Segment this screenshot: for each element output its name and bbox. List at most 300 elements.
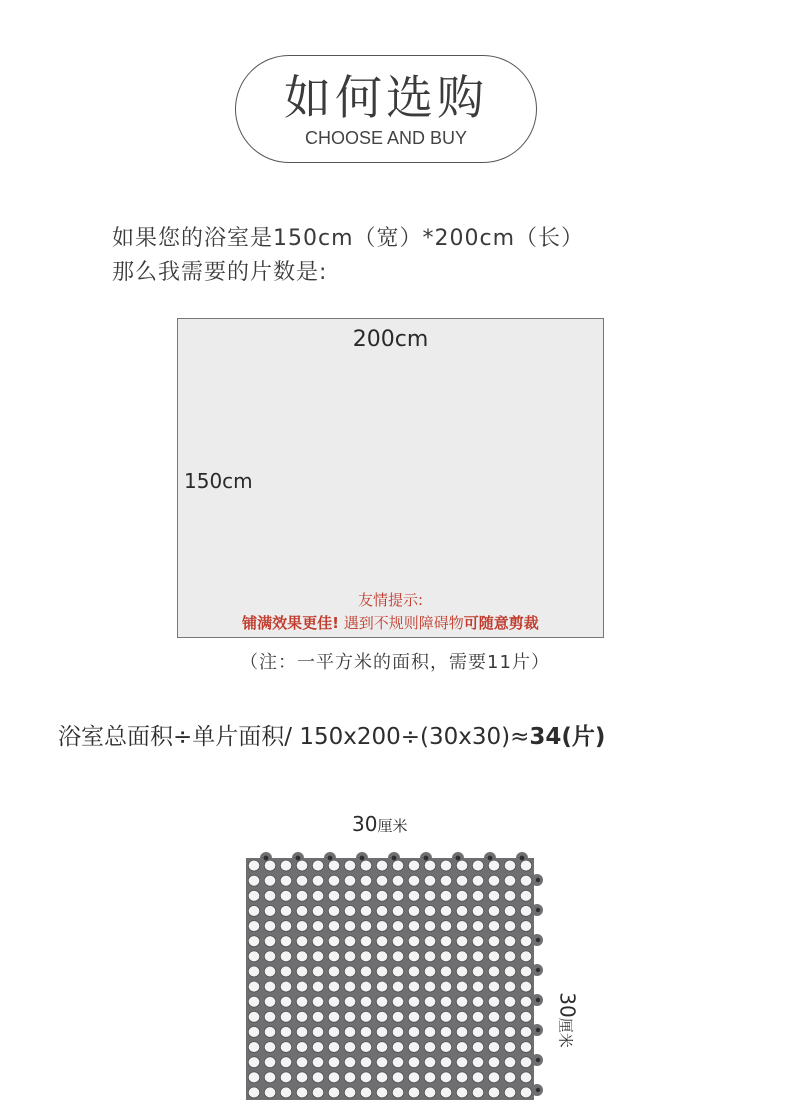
mat-hole xyxy=(312,921,324,932)
mat-hole xyxy=(344,921,356,932)
mat-hole xyxy=(376,1087,388,1098)
tile-height-label xyxy=(556,992,580,1047)
mat-hole xyxy=(344,951,356,962)
mat-hole xyxy=(296,936,308,947)
mat-hole xyxy=(440,951,452,962)
mat-hole xyxy=(248,951,260,962)
mat-hole xyxy=(456,996,468,1007)
mat-hole xyxy=(360,1026,372,1037)
mat-hole xyxy=(392,1011,404,1022)
mat-side-connector-hole xyxy=(536,938,540,942)
mat-hole xyxy=(504,981,516,992)
mat-hole xyxy=(296,1087,308,1098)
mat-hole xyxy=(248,890,260,901)
mat-hole xyxy=(248,1072,260,1083)
intro-line-2: 那么我需要的片数是: xyxy=(112,260,328,285)
mat-hole xyxy=(488,1011,500,1022)
mat-hole xyxy=(280,966,292,977)
mat-hole xyxy=(488,1072,500,1083)
mat-hole xyxy=(472,1011,484,1022)
mat-hole xyxy=(312,1057,324,1068)
mat-hole xyxy=(504,1026,516,1037)
mat-hole xyxy=(344,875,356,886)
mat-hole xyxy=(440,1011,452,1022)
mat-hole xyxy=(280,1087,292,1098)
mat-hole xyxy=(312,1072,324,1083)
mat-hole xyxy=(376,1011,388,1022)
mat-hole xyxy=(360,1087,372,1098)
mat-hole xyxy=(376,875,388,886)
mat-hole xyxy=(312,875,324,886)
mat-hole xyxy=(456,981,468,992)
mat-top-connector-hole xyxy=(488,856,493,861)
mat-hole xyxy=(456,875,468,886)
mat-hole xyxy=(456,905,468,916)
mat-side-connector-hole xyxy=(536,1028,540,1032)
mat-hole xyxy=(424,921,436,932)
mat-hole xyxy=(360,860,372,871)
room-width-label: 200cm xyxy=(352,327,429,352)
mat-hole xyxy=(248,936,260,947)
mat-hole xyxy=(264,875,276,886)
mat-hole xyxy=(456,1011,468,1022)
mat-hole xyxy=(472,996,484,1007)
mat-hole xyxy=(312,1011,324,1022)
mat-hole xyxy=(520,936,532,947)
mat-hole xyxy=(440,1026,452,1037)
mat-hole xyxy=(408,860,420,871)
mat-hole xyxy=(456,1072,468,1083)
bathroom-diagram xyxy=(177,318,604,638)
mat-hole xyxy=(440,936,452,947)
mat-hole xyxy=(440,981,452,992)
mat-hole xyxy=(360,890,372,901)
mat-hole xyxy=(312,1087,324,1098)
mat-hole xyxy=(248,981,260,992)
tip-emphasis-cut: 可随意剪裁 xyxy=(463,614,539,632)
mat-hole xyxy=(392,936,404,947)
mat-hole xyxy=(472,860,484,871)
tip-middle: 遇到不规则障碍物 xyxy=(339,614,464,632)
mat-top-connector-hole xyxy=(392,856,397,861)
mat-side-connector-hole xyxy=(536,878,540,882)
mat-hole xyxy=(328,936,340,947)
mat-hole xyxy=(408,1057,420,1068)
mat-hole xyxy=(376,1042,388,1053)
mat-hole xyxy=(520,1087,532,1098)
mat-hole xyxy=(312,905,324,916)
mat-hole xyxy=(328,951,340,962)
mat-hole xyxy=(424,1057,436,1068)
mat-hole xyxy=(392,966,404,977)
mat-hole xyxy=(264,1087,276,1098)
mat-hole xyxy=(360,996,372,1007)
mat-hole xyxy=(296,905,308,916)
mat-hole xyxy=(376,1026,388,1037)
mat-hole xyxy=(408,981,420,992)
mat-hole xyxy=(360,951,372,962)
mat-hole xyxy=(280,921,292,932)
mat-hole xyxy=(504,905,516,916)
mat-hole xyxy=(472,1042,484,1053)
mat-hole xyxy=(248,1011,260,1022)
mat-hole xyxy=(472,981,484,992)
mat-hole xyxy=(440,860,452,871)
mat-hole xyxy=(264,1011,276,1022)
mat-hole xyxy=(296,1072,308,1083)
tile-height-unit: 厘米 xyxy=(556,1017,575,1048)
mat-hole xyxy=(456,1026,468,1037)
mat-hole xyxy=(280,860,292,871)
mat-hole xyxy=(408,921,420,932)
mat-hole xyxy=(488,1026,500,1037)
mat-hole xyxy=(440,905,452,916)
mat-hole xyxy=(392,1057,404,1068)
mat-hole xyxy=(408,1072,420,1083)
mat-hole xyxy=(392,1026,404,1037)
mat-hole xyxy=(248,1057,260,1068)
mat-hole xyxy=(504,1057,516,1068)
mat-hole xyxy=(296,921,308,932)
mat-hole xyxy=(440,1057,452,1068)
mat-hole xyxy=(456,1087,468,1098)
mat-side-connector-hole xyxy=(536,908,540,912)
mat-hole xyxy=(360,875,372,886)
mat-hole xyxy=(520,921,532,932)
mat-hole xyxy=(328,1057,340,1068)
mat-hole xyxy=(520,860,532,871)
tile-width-label xyxy=(352,812,407,836)
mat-hole xyxy=(472,1087,484,1098)
mat-hole xyxy=(376,1057,388,1068)
mat-hole xyxy=(280,890,292,901)
mat-hole xyxy=(360,1011,372,1022)
mat-hole xyxy=(248,1026,260,1037)
mat-hole xyxy=(440,1087,452,1098)
mat-top-connector-hole xyxy=(424,856,429,861)
mat-hole xyxy=(504,875,516,886)
mat-top-connector-hole xyxy=(264,856,269,861)
mat-hole xyxy=(408,1011,420,1022)
mat-hole xyxy=(440,1072,452,1083)
room-height-label: 150cm xyxy=(184,469,253,493)
mat-hole xyxy=(344,860,356,871)
mat-hole xyxy=(280,1026,292,1037)
mat-hole xyxy=(312,860,324,871)
mat-hole xyxy=(296,1042,308,1053)
mat-hole xyxy=(344,996,356,1007)
mat-hole xyxy=(488,966,500,977)
mat-hole xyxy=(280,1072,292,1083)
mat-hole xyxy=(360,936,372,947)
mat-hole xyxy=(456,890,468,901)
mat-hole xyxy=(280,875,292,886)
mat-hole xyxy=(264,860,276,871)
mat-top-connector-hole xyxy=(456,856,461,861)
mat-hole xyxy=(424,1072,436,1083)
mat-hole xyxy=(296,981,308,992)
mat-hole xyxy=(472,1057,484,1068)
mat-hole xyxy=(456,1057,468,1068)
mat-hole xyxy=(296,860,308,871)
mat-hole xyxy=(344,1087,356,1098)
mat-hole xyxy=(424,951,436,962)
mat-hole xyxy=(408,1087,420,1098)
mat-hole xyxy=(504,1087,516,1098)
mat-hole xyxy=(376,1072,388,1083)
mat-side-connector-hole xyxy=(536,1088,540,1092)
mat-hole xyxy=(280,951,292,962)
mat-hole xyxy=(328,966,340,977)
mat-hole xyxy=(264,905,276,916)
mat-side-connector-hole xyxy=(536,968,540,972)
mat-hole xyxy=(312,951,324,962)
mat-hole xyxy=(472,921,484,932)
mat-hole xyxy=(328,996,340,1007)
mat-hole xyxy=(456,860,468,871)
mat-hole xyxy=(296,951,308,962)
mat-hole xyxy=(392,996,404,1007)
mat-hole xyxy=(248,905,260,916)
mat-hole xyxy=(248,921,260,932)
mat-hole xyxy=(344,1026,356,1037)
mat-hole xyxy=(504,860,516,871)
mat-hole xyxy=(312,1026,324,1037)
mat-hole xyxy=(520,981,532,992)
mat-hole xyxy=(264,921,276,932)
mat-hole xyxy=(360,981,372,992)
mat-hole xyxy=(392,981,404,992)
mat-hole xyxy=(520,1011,532,1022)
mat-hole xyxy=(392,1042,404,1053)
mat-hole xyxy=(472,875,484,886)
mat-hole xyxy=(376,921,388,932)
mat-hole xyxy=(440,890,452,901)
mat-side-connector-hole xyxy=(536,1058,540,1062)
mat-hole xyxy=(424,875,436,886)
mat-hole xyxy=(280,996,292,1007)
tip-text xyxy=(178,612,603,633)
formula-result: 34(片) xyxy=(529,724,606,750)
mat-hole xyxy=(408,1042,420,1053)
mat-hole xyxy=(424,936,436,947)
mat-hole xyxy=(312,936,324,947)
mat-hole xyxy=(504,966,516,977)
mat-hole xyxy=(264,951,276,962)
mat-hole xyxy=(488,1042,500,1053)
mat-hole xyxy=(264,966,276,977)
mat-hole xyxy=(504,890,516,901)
mat-hole xyxy=(344,1011,356,1022)
mat-hole xyxy=(520,1042,532,1053)
mat-hole xyxy=(392,921,404,932)
mat-hole xyxy=(520,875,532,886)
mat-hole xyxy=(360,1072,372,1083)
mat-hole xyxy=(488,936,500,947)
mat-hole xyxy=(296,1011,308,1022)
mat-hole xyxy=(344,966,356,977)
mat-hole xyxy=(392,890,404,901)
mat-hole xyxy=(376,936,388,947)
mat-hole xyxy=(424,1087,436,1098)
mat-hole xyxy=(280,905,292,916)
mat-top-connector-hole xyxy=(360,856,365,861)
mat-hole xyxy=(248,1042,260,1053)
mat-hole xyxy=(440,921,452,932)
mat-hole xyxy=(520,890,532,901)
mat-hole xyxy=(264,936,276,947)
mat-hole xyxy=(312,996,324,1007)
mat-hole xyxy=(472,936,484,947)
mat-hole xyxy=(520,966,532,977)
mat-hole xyxy=(424,1011,436,1022)
mat-hole xyxy=(296,1057,308,1068)
tile-width-unit: 厘米 xyxy=(377,817,408,835)
mat-hole xyxy=(424,996,436,1007)
mat-hole xyxy=(408,951,420,962)
tip-title: 友情提示: xyxy=(357,591,424,609)
mat-hole xyxy=(344,890,356,901)
mat-hole xyxy=(520,1072,532,1083)
mat-hole xyxy=(360,905,372,916)
section-title-badge xyxy=(235,55,537,163)
mat-hole xyxy=(440,966,452,977)
mat-hole xyxy=(504,1042,516,1053)
mat-hole xyxy=(328,1011,340,1022)
mat-hole xyxy=(456,936,468,947)
mat-hole xyxy=(408,996,420,1007)
mat-hole xyxy=(392,951,404,962)
mat-hole xyxy=(344,905,356,916)
mat-hole xyxy=(360,921,372,932)
mat-hole xyxy=(504,1072,516,1083)
mat-hole xyxy=(248,996,260,1007)
mat-hole xyxy=(376,981,388,992)
mat-hole xyxy=(504,951,516,962)
mat-hole xyxy=(312,1042,324,1053)
mat-hole xyxy=(520,1057,532,1068)
tile-width-number: 30 xyxy=(352,812,378,836)
mat-hole xyxy=(296,1026,308,1037)
tile-height-number: 30 xyxy=(555,992,580,1018)
mat-side-connector-hole xyxy=(536,998,540,1002)
mat-hole xyxy=(488,951,500,962)
mat-hole xyxy=(328,1042,340,1053)
mat-hole xyxy=(520,951,532,962)
mat-hole xyxy=(328,921,340,932)
intro-text xyxy=(112,222,584,290)
mat-hole xyxy=(248,860,260,871)
mat-hole xyxy=(360,1057,372,1068)
mat-hole xyxy=(504,921,516,932)
mat-hole xyxy=(472,951,484,962)
mat-hole xyxy=(328,875,340,886)
mat-hole xyxy=(264,890,276,901)
mat-hole xyxy=(264,1072,276,1083)
mat-hole xyxy=(408,905,420,916)
mat-hole xyxy=(472,1072,484,1083)
mat-hole xyxy=(296,890,308,901)
mat-hole xyxy=(376,890,388,901)
mat-top-connector-hole xyxy=(328,856,333,861)
mat-hole xyxy=(392,860,404,871)
mat-hole xyxy=(280,1042,292,1053)
mat-hole xyxy=(456,1042,468,1053)
mat-hole xyxy=(280,936,292,947)
mat-hole xyxy=(392,905,404,916)
mat-hole xyxy=(440,875,452,886)
mat-hole xyxy=(328,1087,340,1098)
mat-hole xyxy=(424,966,436,977)
mat-hole xyxy=(472,890,484,901)
mat-hole xyxy=(440,996,452,1007)
mat-hole xyxy=(312,890,324,901)
tip-emphasis-full: 铺满效果更佳! xyxy=(242,614,340,632)
mat-hole xyxy=(392,875,404,886)
mat-hole xyxy=(488,905,500,916)
mat-hole xyxy=(296,875,308,886)
mat-hole xyxy=(424,905,436,916)
mat-hole xyxy=(376,951,388,962)
mat-hole xyxy=(488,981,500,992)
mat-hole xyxy=(344,1072,356,1083)
mat-hole xyxy=(328,890,340,901)
mat-hole xyxy=(456,966,468,977)
mat-hole xyxy=(488,875,500,886)
mat-hole xyxy=(360,1042,372,1053)
formula xyxy=(58,718,605,751)
mat-hole xyxy=(520,905,532,916)
mat-hole xyxy=(408,966,420,977)
mat-hole xyxy=(264,981,276,992)
mat-hole xyxy=(520,1026,532,1037)
intro-line-1: 如果您的浴室是150cm（宽）*200cm（长） xyxy=(112,226,585,251)
mat-hole xyxy=(408,890,420,901)
mat-hole xyxy=(248,966,260,977)
section-subtitle: CHOOSE AND BUY xyxy=(304,128,468,148)
mat-hole xyxy=(392,1072,404,1083)
mat-hole xyxy=(424,1042,436,1053)
mat-hole xyxy=(264,1057,276,1068)
mat-top-connector-hole xyxy=(520,856,525,861)
mat-hole xyxy=(456,921,468,932)
mat-hole xyxy=(264,996,276,1007)
mat-hole xyxy=(376,996,388,1007)
mat-hole xyxy=(328,1072,340,1083)
mat-hole xyxy=(248,875,260,886)
mat-hole xyxy=(344,1057,356,1068)
mat-hole xyxy=(360,966,372,977)
mat-hole xyxy=(344,936,356,947)
mat-hole xyxy=(488,860,500,871)
mat-hole xyxy=(376,860,388,871)
mat-hole xyxy=(328,860,340,871)
mat-hole xyxy=(376,966,388,977)
mat-hole xyxy=(488,890,500,901)
mat-hole xyxy=(472,966,484,977)
mat-hole xyxy=(424,890,436,901)
mat-hole xyxy=(424,860,436,871)
mat-hole xyxy=(328,1026,340,1037)
mat-tile-image xyxy=(246,848,546,1100)
mat-hole xyxy=(488,1087,500,1098)
mat-hole xyxy=(344,981,356,992)
mat-hole xyxy=(312,966,324,977)
mat-top-connector-hole xyxy=(296,856,301,861)
mat-hole xyxy=(296,996,308,1007)
mat-hole xyxy=(504,996,516,1007)
mat-hole xyxy=(472,905,484,916)
